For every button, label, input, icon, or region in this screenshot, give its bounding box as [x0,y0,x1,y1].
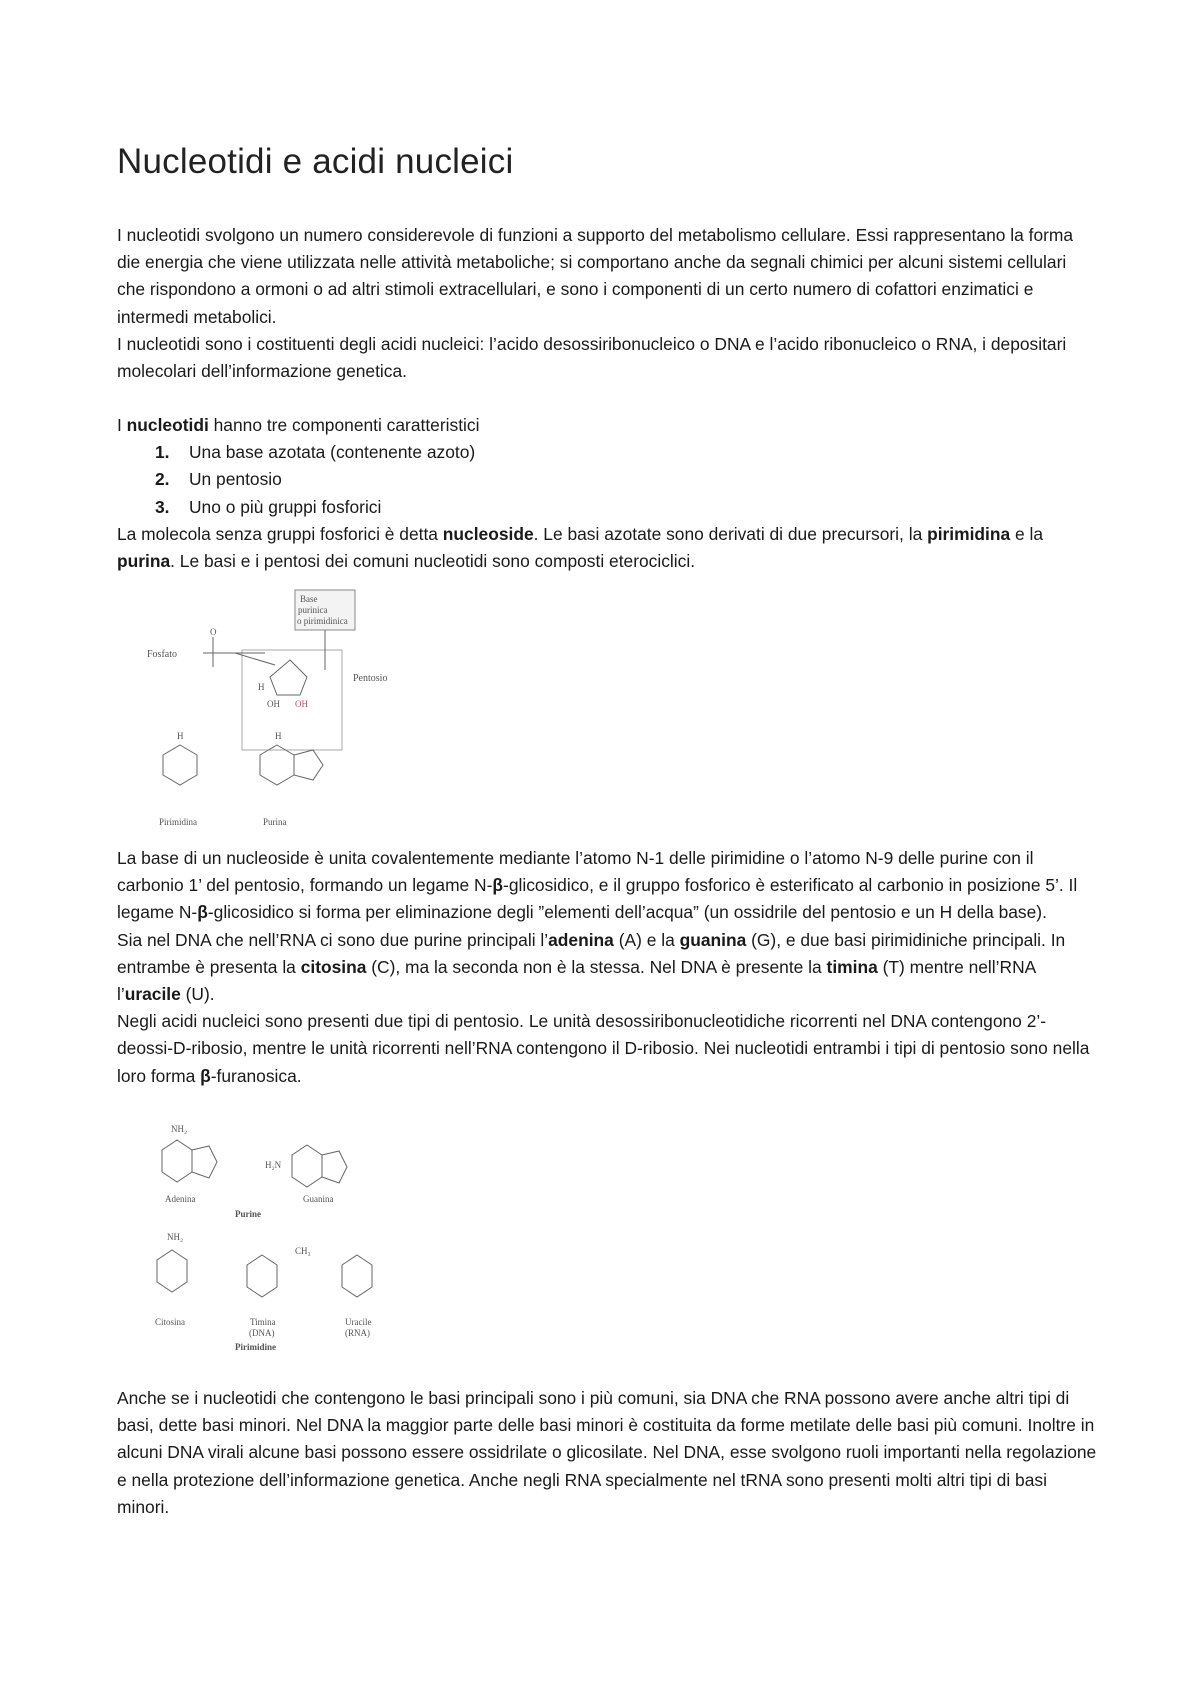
timina-label: Timina [250,1317,276,1327]
glycosidic-paragraph: La base di un nucleoside è unita covalentemente mediante l’atomo N-1 delle pirimidine o l’atomo N-9 delle purine con il carbonio 1’ del pentosio, formando un legame N-β-glicosidico, e il gruppo fosforico è esterificato al carbonio in posizione 5’. Il legame N-β-glicosidico si forma per eliminazione degli ”elementi dell’acqua” (un ossidrile del pentosio e un H della base). [117,848,1078,923]
adenine-six-ring [162,1140,192,1182]
bases-figure [147,1120,507,1375]
intro-paragraph-1: I nucleotidi svolgono un numero considerevole di funzioni a supporto del metabolismo cellulare. Essi rappresentano la forma die energia che viene utilizzata nelle attività metaboliche; si comportano anche da segnali chimici per alcuni sistemi cellulari che rispondono a ormoni o ad altri stimoli extracellulari, e sono i componenti di un certo numero di cofattori enzimatici e intermedi metabolici. [117,225,1074,327]
adenina-label: Adenina [165,1194,196,1204]
list-item: 2. Un pentosio [155,469,282,490]
fosfato-label: Fosfato [147,649,177,660]
list-item: 1. Una base azotata (contenente azoto) [155,442,476,463]
purine-five-ring [294,750,323,780]
adenine-five-ring [192,1146,217,1178]
closing-paragraph: Anche se i nucleotidi che contengono le basi principali sono i più comuni, sia DNA che RNA possono avere anche altri tipi di basi, dette basi minori. Nel DNA la maggior parte delle basi minori è costituita da forme metilate delle basi più comuni. Inoltre in alcuni DNA virali alcune basi possono essere ossidrilate o glicosilate. Nel DNA, esse svolgono ruoli importanti nella regolazione e nella protezione dell’informazione genetica. Anche negli RNA specialmente nel tRNA sono presenti molti altri tipi di basi minori. [117,1388,1097,1517]
base-box-label-2: purinica [298,605,328,615]
h-label: H [258,682,265,692]
page-title: Nucleotidi e acidi nucleici [117,142,514,181]
nucleotide-structure-figure [135,585,495,835]
intro-paragraph-2: I nucleotidi sono i costituenti degli acidi nucleici: l’acido desossiribonucleico o DNA e l’acido ribonucleico o RNA, i depositari molecolari dell’informazione genetica. [117,333,1067,382]
purine-six-ring [260,745,294,785]
list-item: 3. Uno o più gruppi fosforici [155,496,382,517]
closing-section [117,1385,1097,1521]
h-label: H [275,731,282,741]
pirimidina-label: Pirimidina [159,817,197,827]
o-label: O [210,627,217,637]
citosina-label: Citosina [155,1317,186,1327]
h-label: H [177,731,184,741]
pentose-paragraph: Negli acidi nucleici sono presenti due tipi di pentosio. Le unità desossiribonucleotidiche ricorrenti nel DNA contengono 2’-deossi-D-ribosio, mentre le unità ricorrenti nell’RNA contengono il D-ribosio. Nei nucleotidi entrambi i tipi di pentosio sono nella loro forma β-furanosica. [117,1011,1090,1086]
nucleoside-paragraph: La molecola senza gruppi fosforici è detta nucleoside. Le basi azotate sono derivati di due precursori, la pirimidina e la purina. Le basi e i pentosi dei comuni nucleotidi sono composti eterociclici. [117,523,1044,572]
oh-red-label: OH [295,699,308,709]
components-section [117,412,1097,575]
base-box-label-1: Base [300,594,318,604]
guanine-six-ring [292,1145,322,1187]
nh2-label: NH₂ [167,1232,184,1242]
oh-label: OH [267,699,280,709]
uracile-sub-label: (RNA) [345,1328,370,1338]
base-box-label-3: o pirimidinica [297,616,348,626]
pentosio-label: Pentosio [353,673,388,684]
cytosine-ring [157,1250,187,1292]
h2n-label: H₂N [265,1160,282,1170]
intro-section [117,222,1097,385]
section-2 [117,845,1097,1090]
ch3-label: CH₃ [295,1246,311,1256]
pirimidine-label: Pirimidine [235,1342,276,1352]
uracil-ring [342,1255,372,1297]
pyrimidine-ring [163,745,197,785]
components-lead: I nucleotidi hanno tre componenti caratteristici [117,415,480,435]
guanina-label: Guanina [303,1194,334,1204]
bases-paragraph: Sia nel DNA che nell’RNA ci sono due purine principali l’adenina (A) e la guanina (G), e due basi pirimidiniche principali. In entrambe è presenta la citosina (C), ma la seconda non è la stessa. Nel DNA è presente la timina (T) mentre nell’RNA l’uracile (U). [117,929,1066,1005]
guanine-five-ring [322,1151,347,1183]
nh2-label: NH₂ [171,1124,188,1134]
purina-label: Purina [263,817,287,827]
components-list [117,439,1097,521]
timina-sub-label: (DNA) [249,1328,275,1338]
thymine-ring [247,1255,277,1297]
uracile-label: Uracile [345,1317,372,1327]
purine-label: Purine [235,1209,261,1219]
